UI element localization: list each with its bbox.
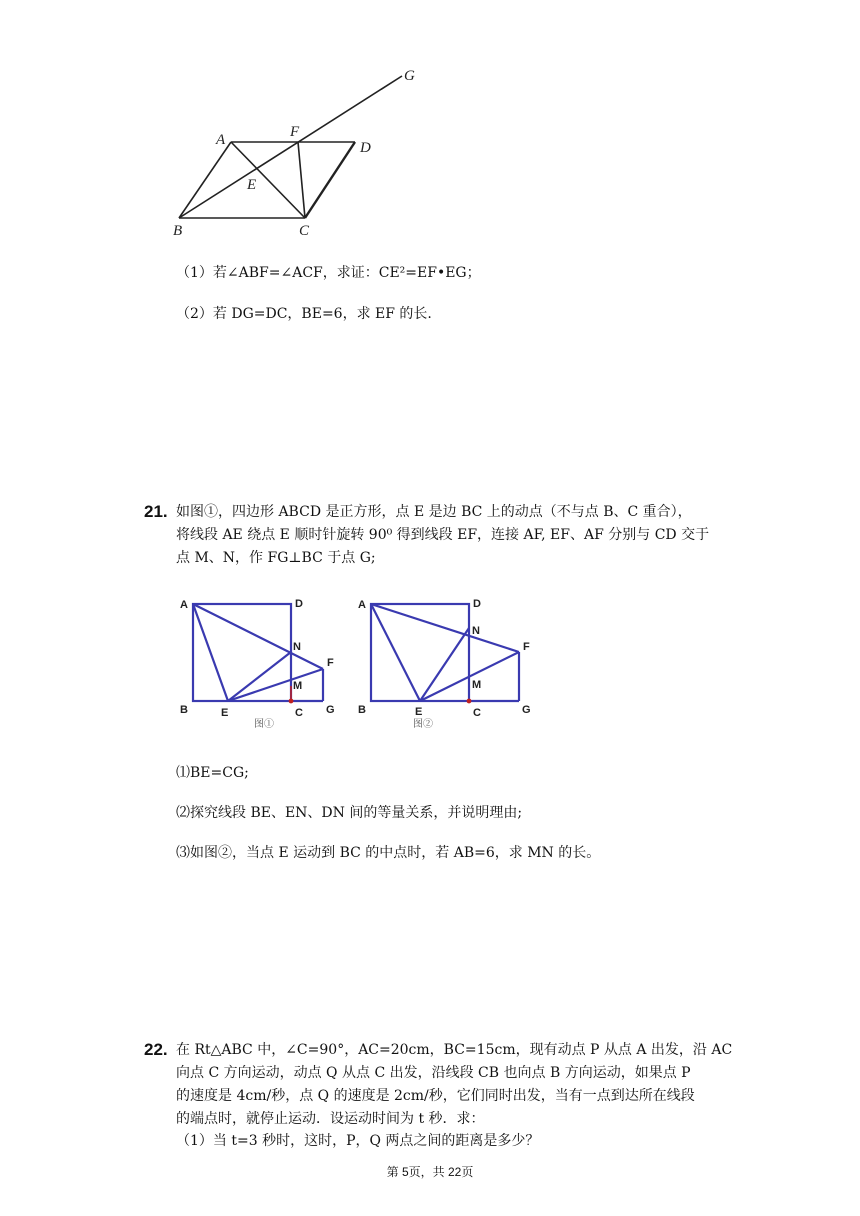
label-D: D (360, 140, 371, 156)
fig1-label-G: G (326, 704, 335, 716)
q22-number: 22. (144, 1040, 168, 1059)
fig2-label-C: C (473, 707, 481, 719)
fig2-label-B: B (358, 704, 366, 716)
fig1-label-E: E (221, 707, 229, 719)
segment-FC (298, 142, 305, 218)
fig2-label-N: N (472, 625, 480, 637)
fig1-label-N: N (293, 641, 301, 653)
fig1-label-D: D (295, 598, 303, 610)
label-F: F (290, 124, 300, 140)
fig2-label-E: E (415, 706, 423, 718)
fig2-label-G: G (522, 704, 531, 716)
label-E: E (247, 177, 257, 193)
q22-line4: 的端点时，就停止运动．设运动时间为 t 秒．求： (176, 1111, 485, 1127)
segment-AC (231, 142, 305, 218)
q22-line1: 在 Rt△ABC 中，∠C=90°，AC=20cm，BC=15cm，现有动点 P 从点 A 出发，沿 AC (176, 1042, 733, 1058)
label-B: B (173, 223, 183, 239)
q20-part2: （2）若 DG=DC，BE=6，求 EF 的长. (176, 306, 432, 322)
label-G: G (404, 68, 415, 84)
label-A: A (216, 132, 226, 148)
point-C-marker-2 (467, 699, 472, 704)
q21-sub2: ⑵探究线段 BE、EN、DN 间的等量关系，并说明理由; (176, 805, 523, 821)
square-figure-1 (176, 594, 346, 734)
segment-EN (228, 652, 291, 701)
q21-line3: 点 M、N，作 FG⊥BC 于点 G; (176, 550, 376, 566)
q22-part1: （1）当 t=3 秒时，这时，P，Q 两点之间的距离是多少？ (176, 1133, 540, 1149)
q21-number: 21. (144, 502, 168, 521)
point-C-marker (289, 699, 294, 704)
label-C: C (299, 223, 310, 239)
fig2-label-D: D (473, 598, 481, 610)
q21-line1: 如图①，四边形 ABCD 是正方形，点 E 是边 BC 上的动点（不与点 B、C 重合）， (176, 504, 692, 520)
segment-AF-2 (371, 604, 519, 652)
fig2-label-F: F (523, 641, 530, 653)
q22-line3: 的速度是 4cm/秒，点 Q 的速度是 2cm/秒，它们同时出发，当有一点到达所在线段 (176, 1088, 695, 1104)
square-figure-2 (354, 594, 544, 734)
fig1-label-B: B (180, 704, 188, 716)
fig1-label-A: A (180, 599, 188, 611)
segment-EF (228, 669, 323, 701)
q21-sub3: ⑶如图②，当点 E 运动到 BC 的中点时，若 AB=6，求 MN 的长。 (176, 845, 601, 861)
q21-sub1: ⑴BE=CG; (176, 765, 249, 781)
fig2-label-M: M (472, 679, 482, 691)
segment-AB (179, 142, 231, 218)
fig1-label-F: F (327, 657, 334, 669)
fig1-label-C: C (295, 707, 303, 719)
fig2-label-A: A (358, 599, 366, 611)
page-footer: 第 5页，共 22页 (386, 1165, 474, 1179)
q21-line2: 将线段 AE 绕点 E 顺时针旋转 90⁰ 得到线段 EF，连接 AF, EF、AF 分别与 CD 交于 (176, 527, 710, 543)
fig1-caption: 图① (254, 719, 274, 730)
q20-part1: （1）若∠ABF=∠ACF，求证：CE²=EF•EG； (176, 265, 481, 281)
square-ABCD-2 (371, 604, 469, 701)
parallelogram-figure (168, 64, 428, 244)
fig2-caption: 图② (413, 719, 433, 730)
q22-line2: 向点 C 方向运动，动点 Q 从点 C 出发，沿线段 CB 也向点 B 方向运动，如果点 P (176, 1065, 691, 1081)
square-ABCD (193, 604, 291, 701)
fig1-label-M: M (293, 680, 303, 692)
